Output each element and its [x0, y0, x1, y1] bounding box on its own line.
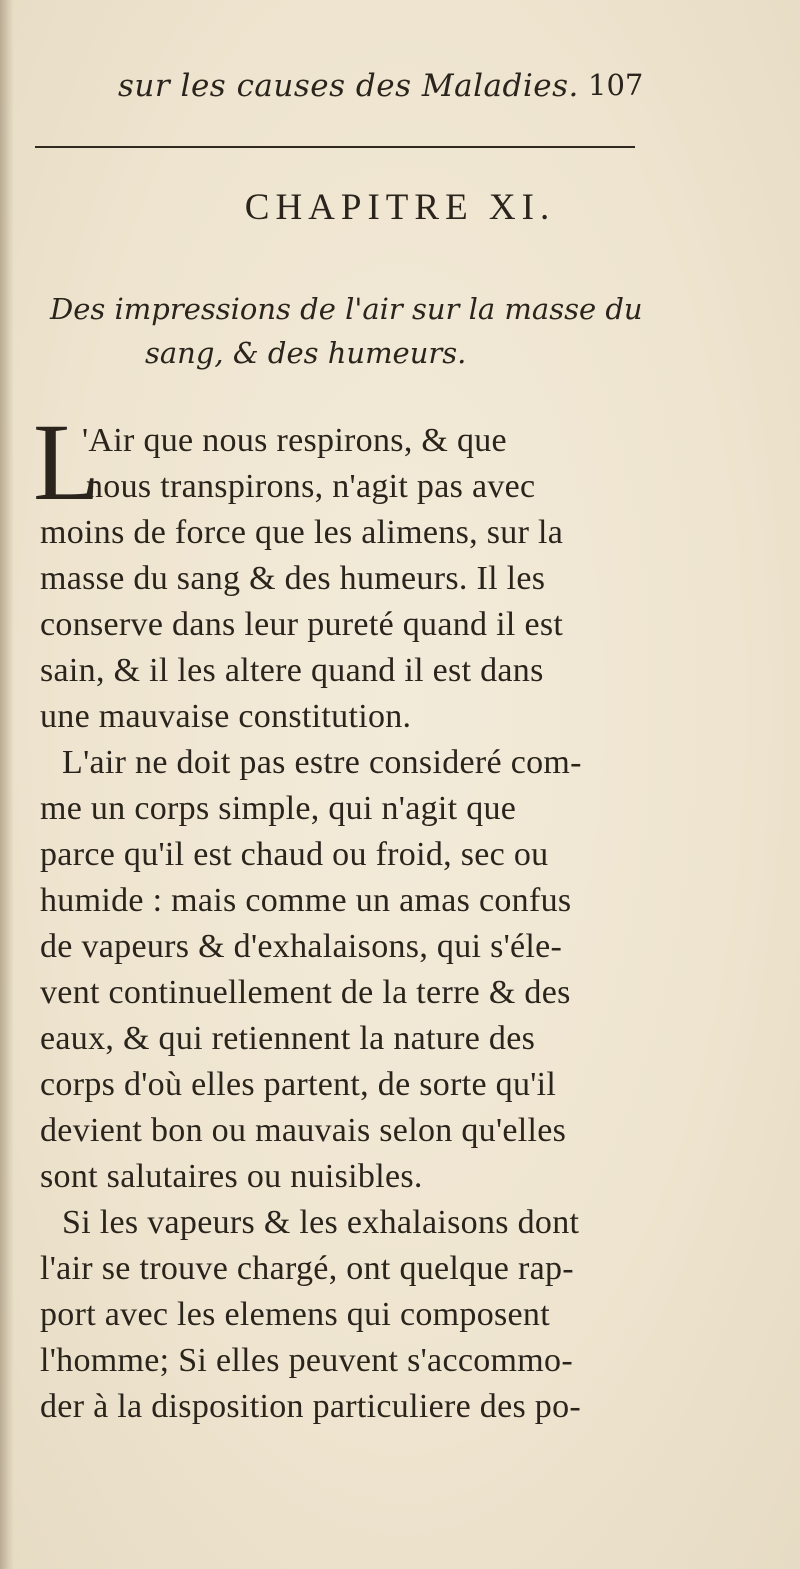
chapter-subtitle-line-2: sang, & des humeurs. [145, 336, 467, 370]
text-line: me un corps simple, qui n'agit que [40, 790, 517, 827]
page-gutter-shadow [0, 0, 14, 1569]
text-line: l'homme; Si elles peuvent s'accommo- [40, 1342, 573, 1379]
running-title: sur les causes des Maladies. [118, 68, 579, 104]
drop-cap: L [33, 401, 101, 523]
chapter-title: CHAPITRE XI. [244, 187, 556, 228]
page-number: 107 [588, 68, 644, 102]
chapter-subtitle-line-1: Des impressions de l'air sur la masse du [50, 292, 643, 326]
text-line: de vapeurs & d'exhalaisons, qui s'éle- [40, 928, 563, 965]
text-line: L'air ne doit pas estre consideré com- [62, 744, 582, 781]
text-line: port avec les elemens qui composent [40, 1296, 550, 1333]
text-line: nous transpirons, n'agit pas avec [86, 468, 536, 505]
text-line: parce qu'il est chaud ou froid, sec ou [40, 836, 549, 873]
text-line: l'air se trouve chargé, ont quelque rap- [40, 1250, 574, 1287]
text-line: corps d'où elles partent, de sorte qu'il [40, 1066, 557, 1103]
running-head [118, 68, 658, 118]
text-line: vent continuellement de la terre & des [40, 974, 571, 1011]
text-line: une mauvaise constitution. [40, 698, 412, 735]
text-line: Si les vapeurs & les exhalaisons dont [62, 1204, 580, 1241]
text-line: humide : mais comme un amas confus [40, 882, 572, 919]
header-rule [35, 146, 635, 148]
text-line: eaux, & qui retiennent la nature des [40, 1020, 536, 1057]
text-line: devient bon ou mauvais selon qu'elles [40, 1112, 567, 1149]
text-line: conserve dans leur pureté quand il est [40, 606, 564, 643]
text-line: sont salutaires ou nuisibles. [40, 1158, 423, 1195]
text-line: masse du sang & des humeurs. Il les [40, 560, 546, 597]
text-line: der à la disposition particuliere des po- [40, 1388, 582, 1425]
text-line: sain, & il les altere quand il est dans [40, 652, 544, 689]
text-line: moins de force que les alimens, sur la [40, 514, 564, 551]
text-line: 'Air que nous respirons, & que [82, 422, 507, 459]
